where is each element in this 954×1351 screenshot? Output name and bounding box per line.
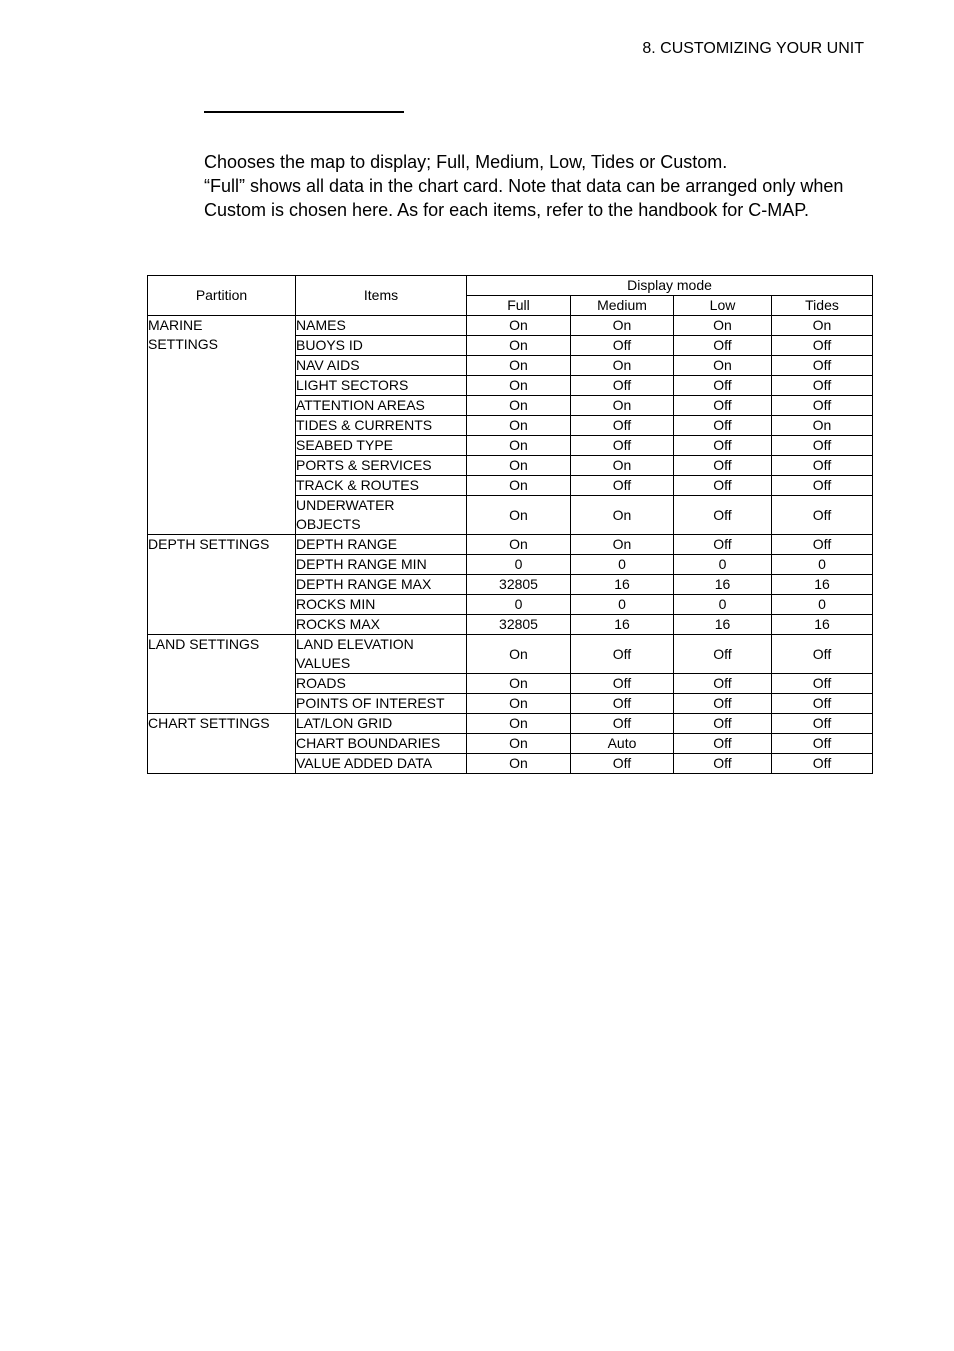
item-label: UNDERWATER: [296, 497, 395, 513]
value-cell: Off: [571, 436, 674, 456]
value-cell: On: [571, 316, 674, 336]
value-cell: 32805: [467, 575, 571, 595]
item-label: ROCKS MIN: [296, 596, 376, 612]
item-label: ROCKS MAX: [296, 616, 381, 632]
value-cell: On: [467, 635, 571, 674]
value-cell: On: [467, 396, 571, 416]
value-cell: Off: [674, 456, 772, 476]
value-cell: Off: [772, 754, 873, 774]
header-mode-full: Full: [467, 296, 571, 316]
item-cell: [296, 376, 467, 396]
partition-cell: [148, 535, 296, 635]
value-cell: Off: [674, 336, 772, 356]
value-cell: 0: [571, 595, 674, 615]
value-cell: On: [674, 316, 772, 336]
value-cell: Off: [772, 635, 873, 674]
partition-label: CHART SETTINGS: [148, 715, 270, 731]
value-cell: On: [571, 356, 674, 376]
item-label: DEPTH RANGE MIN: [296, 556, 427, 572]
value-cell: On: [467, 734, 571, 754]
item-label: SEABED TYPE: [296, 437, 394, 453]
item-cell: [296, 714, 467, 734]
item-cell: [296, 456, 467, 476]
item-label: NAV AIDS: [296, 357, 360, 373]
value-cell: Off: [772, 535, 873, 555]
value-cell: On: [467, 674, 571, 694]
value-cell: On: [571, 456, 674, 476]
item-label: PORTS & SERVICES: [296, 457, 432, 473]
item-cell: [296, 734, 467, 754]
item-label: DEPTH RANGE MAX: [296, 576, 432, 592]
item-cell: [296, 416, 467, 436]
value-cell: On: [467, 336, 571, 356]
item-label: CHART BOUNDARIES: [296, 735, 441, 751]
partition-label: SETTINGS: [148, 336, 219, 352]
value-cell: Off: [571, 416, 674, 436]
value-cell: Off: [674, 476, 772, 496]
item-label: VALUE ADDED DATA: [296, 755, 433, 771]
intro-line: Chooses the map to display; Full, Medium, Low, Tides or Custom.: [204, 152, 728, 172]
value-cell: On: [467, 456, 571, 476]
value-cell: Off: [772, 376, 873, 396]
intro-line: “Full” shows all data in the chart card. Note that data can be arranged only when: [204, 176, 844, 196]
value-cell: On: [467, 476, 571, 496]
item-cell: [296, 336, 467, 356]
value-cell: On: [467, 714, 571, 734]
item-label: LAT/LON GRID: [296, 715, 393, 731]
value-cell: Off: [571, 754, 674, 774]
value-cell: Off: [674, 694, 772, 714]
item-label: POINTS OF INTEREST: [296, 695, 445, 711]
table-row: [148, 714, 873, 734]
partition-label: DEPTH SETTINGS: [148, 536, 270, 552]
item-cell: [296, 316, 467, 336]
item-label: TIDES & CURRENTS: [296, 417, 433, 433]
intro-line: Custom is chosen here. As for each items, refer to the handbook for C-MAP.: [204, 200, 809, 220]
item-cell: [296, 595, 467, 615]
item-label: TRACK & ROUTES: [296, 477, 419, 493]
value-cell: Off: [571, 694, 674, 714]
value-cell: On: [467, 496, 571, 535]
item-cell: [296, 535, 467, 555]
value-cell: On: [467, 356, 571, 376]
partition-label: LAND SETTINGS: [148, 636, 260, 652]
value-cell: On: [467, 416, 571, 436]
item-cell: [296, 555, 467, 575]
item-cell: [296, 476, 467, 496]
value-cell: On: [467, 316, 571, 336]
partition-label: MARINE: [148, 317, 203, 333]
header-items: Items: [296, 276, 467, 316]
item-cell: [296, 615, 467, 635]
partition-cell: [148, 714, 296, 774]
value-cell: Off: [674, 635, 772, 674]
item-cell: [296, 436, 467, 456]
header-display-mode: Display mode: [467, 276, 873, 296]
value-cell: 16: [674, 615, 772, 635]
value-cell: 16: [571, 615, 674, 635]
value-cell: 0: [571, 555, 674, 575]
table-row: [148, 635, 873, 674]
value-cell: Off: [772, 436, 873, 456]
value-cell: Off: [674, 376, 772, 396]
page-header: 8. CUSTOMIZING YOUR UNIT: [642, 40, 864, 57]
value-cell: 32805: [467, 615, 571, 635]
value-cell: 16: [772, 615, 873, 635]
intro-text: [204, 150, 884, 222]
value-cell: 0: [467, 595, 571, 615]
value-cell: On: [772, 316, 873, 336]
value-cell: On: [467, 754, 571, 774]
header-mode-low: Low: [674, 296, 772, 316]
value-cell: On: [467, 436, 571, 456]
value-cell: Off: [674, 396, 772, 416]
partition-cell: [148, 316, 296, 535]
value-cell: Off: [674, 535, 772, 555]
value-cell: Off: [772, 734, 873, 754]
item-label: ATTENTION AREAS: [296, 397, 425, 413]
value-cell: Off: [772, 476, 873, 496]
value-cell: On: [772, 416, 873, 436]
value-cell: Off: [772, 396, 873, 416]
value-cell: Off: [571, 674, 674, 694]
value-cell: On: [467, 694, 571, 714]
table-row: [148, 316, 873, 336]
item-cell: [296, 396, 467, 416]
item-cell: [296, 575, 467, 595]
table-body: [148, 316, 873, 774]
value-cell: 0: [467, 555, 571, 575]
value-cell: 0: [674, 555, 772, 575]
value-cell: Off: [674, 754, 772, 774]
value-cell: Off: [674, 436, 772, 456]
value-cell: Off: [674, 416, 772, 436]
value-cell: Off: [674, 734, 772, 754]
header-mode-tides: Tides: [772, 296, 873, 316]
value-cell: Auto: [571, 734, 674, 754]
value-cell: Off: [772, 496, 873, 535]
item-label: VALUES: [296, 655, 351, 671]
value-cell: Off: [674, 496, 772, 535]
display-mode-table: [147, 275, 873, 774]
value-cell: Off: [674, 714, 772, 734]
item-cell: [296, 674, 467, 694]
item-cell: [296, 496, 467, 535]
header-mode-medium: Medium: [571, 296, 674, 316]
value-cell: Off: [772, 714, 873, 734]
item-label: ROADS: [296, 675, 346, 691]
value-cell: Off: [571, 714, 674, 734]
item-cell: [296, 754, 467, 774]
value-cell: 0: [674, 595, 772, 615]
value-cell: Off: [772, 674, 873, 694]
value-cell: Off: [772, 694, 873, 714]
value-cell: Off: [571, 476, 674, 496]
table-row: [148, 535, 873, 555]
partition-cell: [148, 635, 296, 714]
value-cell: On: [571, 496, 674, 535]
item-label: NAMES: [296, 317, 346, 333]
item-label: LIGHT SECTORS: [296, 377, 409, 393]
value-cell: On: [571, 396, 674, 416]
item-label: DEPTH RANGE: [296, 536, 398, 552]
value-cell: Off: [674, 674, 772, 694]
value-cell: On: [674, 356, 772, 376]
value-cell: 16: [674, 575, 772, 595]
value-cell: On: [467, 376, 571, 396]
value-cell: Off: [571, 635, 674, 674]
item-label: OBJECTS: [296, 516, 361, 532]
section-rule: [204, 111, 404, 113]
value-cell: 0: [772, 555, 873, 575]
value-cell: Off: [571, 376, 674, 396]
value-cell: On: [467, 535, 571, 555]
value-cell: 16: [571, 575, 674, 595]
item-cell: [296, 635, 467, 674]
item-label: BUOYS ID: [296, 337, 363, 353]
value-cell: 0: [772, 595, 873, 615]
item-cell: [296, 356, 467, 376]
item-cell: [296, 694, 467, 714]
value-cell: Off: [772, 356, 873, 376]
value-cell: Off: [571, 336, 674, 356]
value-cell: 16: [772, 575, 873, 595]
value-cell: On: [571, 535, 674, 555]
header-partition: Partition: [148, 276, 296, 316]
value-cell: Off: [772, 336, 873, 356]
item-label: LAND ELEVATION: [296, 636, 414, 652]
value-cell: Off: [772, 456, 873, 476]
